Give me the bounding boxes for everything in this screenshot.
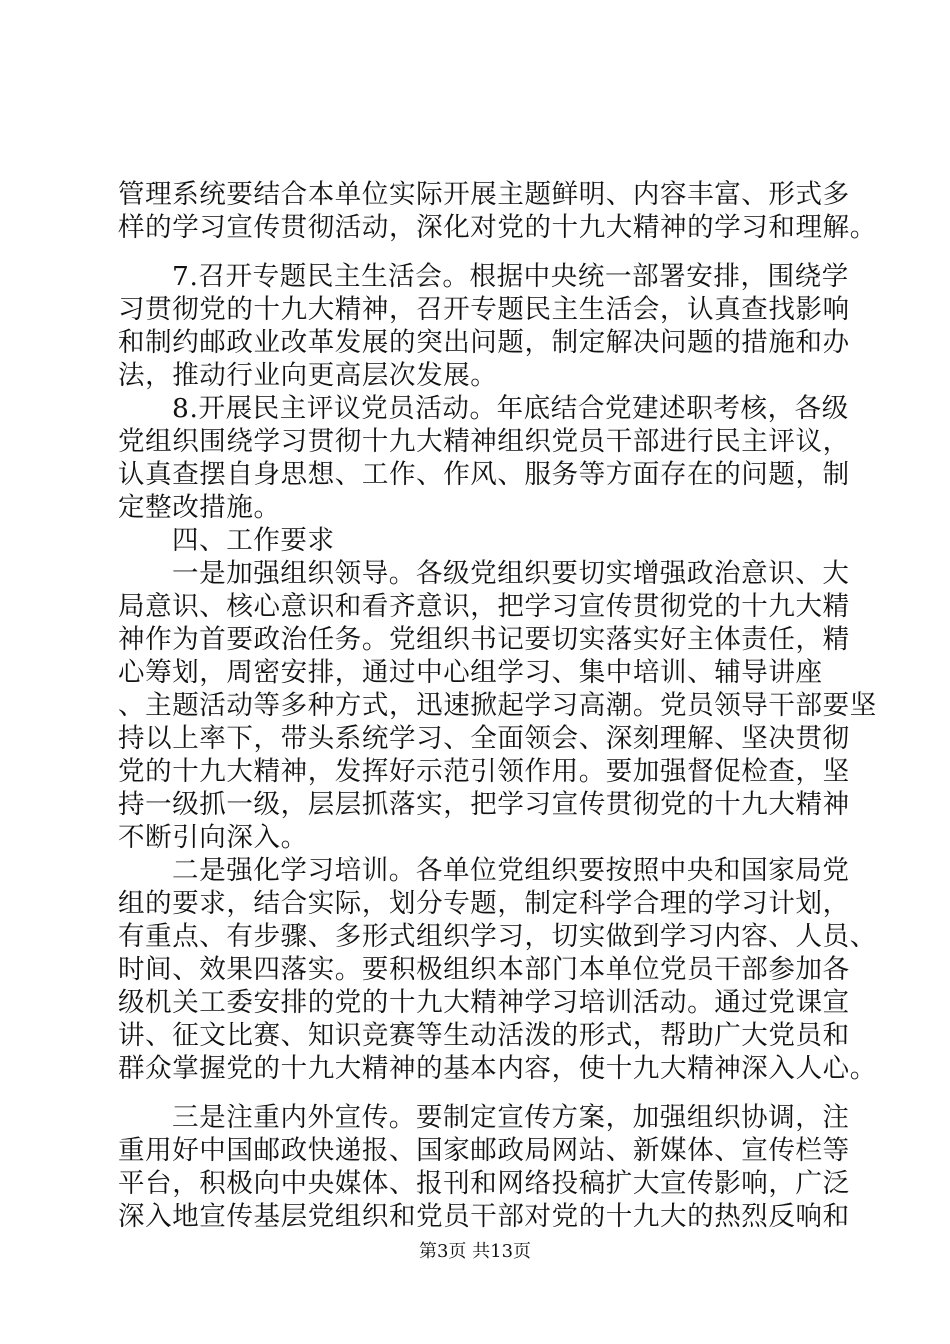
page-footer: 第3页 共13页 [418,1241,532,1262]
text-line: 和制约邮政业改革发展的突出问题，制定解决问题的措施和办 [118,327,850,358]
text-line: 党组织围绕学习贯彻十九大精神组织党员干部进行民主评议， [118,426,850,457]
text-line: 级机关工委安排的党的十九大精神学习培训活动。通过党课宣 [118,987,850,1018]
text-line: 样的学习宣传贯彻活动，深化对党的十九大精神的学习和理解。 [118,212,877,243]
text-line: 党的十九大精神，发挥好示范引领作用。要加强督促检查，坚 [118,756,850,787]
text-line: 持以上率下，带头系统学习、全面领会、深刻理解、坚决贯彻 [118,723,850,754]
text-line: 不断引向深入。 [118,822,308,853]
text-line: 二是强化学习培训。各单位党组织要按照中央和国家局党 [172,855,850,886]
text-line: 8.开展民主评议党员活动。年底结合党建述职考核，各级 [172,393,849,424]
text-line: 心筹划，周密安排，通过中心组学习、集中培训、辅导讲座 [118,657,823,688]
text-line: 深入地宣传基层党组织和党员干部对党的十九大的热烈反响和 [118,1201,850,1232]
text-line: 神作为首要政治任务。党组织书记要切实落实好主体责任，精 [118,624,850,655]
text-line: 重用好中国邮政快递报、国家邮政局网站、新媒体、宣传栏等 [118,1135,850,1166]
text-line: 持一级抓一级，层层抓落实，把学习宣传贯彻党的十九大精神 [118,789,850,820]
text-line: 7.召开专题民主生活会。根据中央统一部署安排，围绕学 [172,261,849,292]
text-line: 认真查摆自身思想、工作、作风、服务等方面存在的问题，制 [118,459,850,490]
text-line: 时间、效果四落实。要积极组织本部门本单位党员干部参加各 [118,954,850,985]
text-line: 、主题活动等多种方式，迅速掀起学习高潮。党员领导干部要坚 [118,690,877,721]
section-heading: 四、工作要求 [172,525,335,556]
text-line: 一是加强组织领导。各级党组织要切实增强政治意识、大 [172,558,850,589]
text-line: 三是注重内外宣传。要制定宣传方案，加强组织协调，注 [172,1102,850,1133]
text-line: 平台，积极向中央媒体、报刊和网络投稿扩大宣传影响，广泛 [118,1168,850,1199]
text-line: 组的要求，结合实际，划分专题，制定科学合理的学习计划， [118,888,850,919]
text-line: 定整改措施。 [118,492,281,523]
text-line: 有重点、有步骤、多形式组织学习，切实做到学习内容、人员、 [118,921,877,952]
text-line: 管理系统要结合本单位实际开展主题鲜明、内容丰富、形式多 [118,179,850,210]
text-line: 讲、征文比赛、知识竞赛等生动活泼的形式，帮助广大党员和 [118,1020,850,1051]
text-line: 群众掌握党的十九大精神的基本内容，使十九大精神深入人心。 [118,1053,877,1084]
text-line: 法，推动行业向更高层次发展。 [118,360,498,391]
text-line: 习贯彻党的十九大精神，召开专题民主生活会，认真查找影响 [118,294,850,325]
text-line: 局意识、核心意识和看齐意识，把学习宣传贯彻党的十九大精 [118,591,850,622]
